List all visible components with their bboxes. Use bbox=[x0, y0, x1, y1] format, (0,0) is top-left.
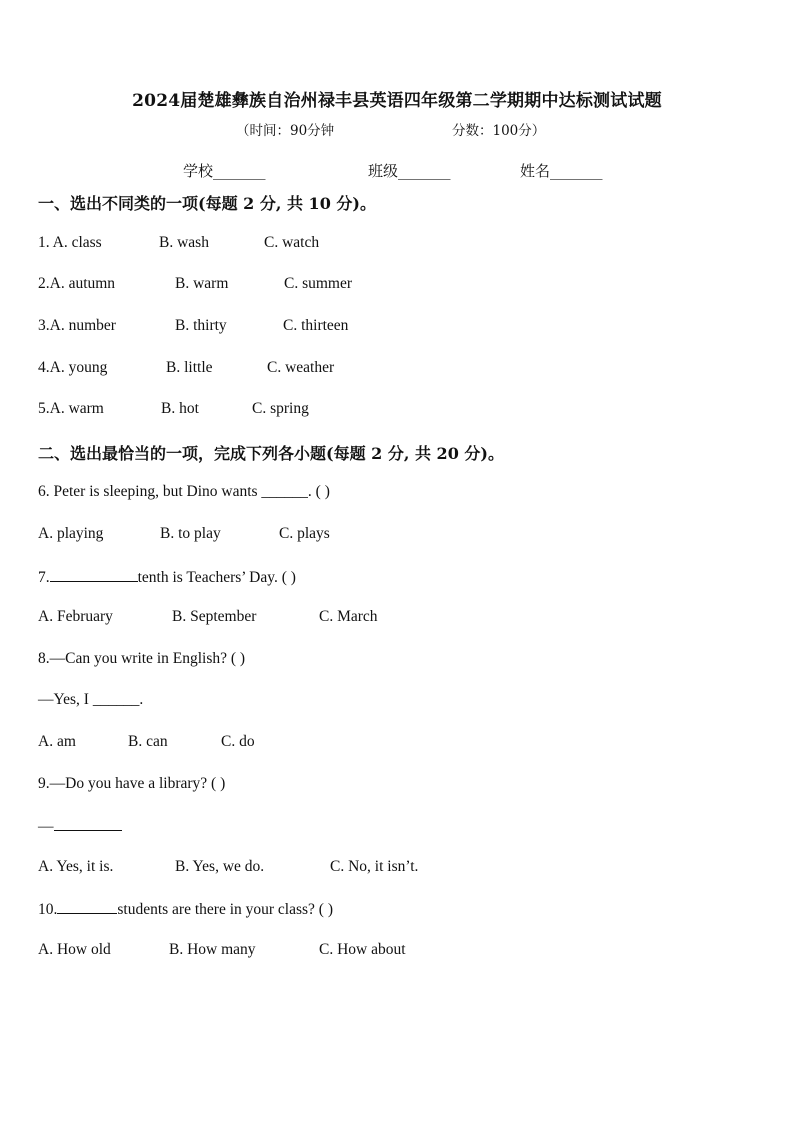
option-b: B. thirty bbox=[175, 317, 227, 334]
question-9-dash: — bbox=[38, 818, 54, 835]
question-10-text: students are there in your class? ( ) bbox=[117, 901, 334, 918]
option-b: B. September bbox=[172, 608, 257, 625]
question-7-number: 7. bbox=[38, 569, 50, 586]
option-a: 3.A. number bbox=[38, 317, 116, 334]
answer-blank bbox=[50, 567, 138, 582]
option-a: A. How old bbox=[38, 941, 111, 958]
exam-score: 分数：100分） bbox=[452, 123, 546, 139]
school-field: 学校_______ bbox=[183, 162, 266, 180]
option-b: B. wash bbox=[159, 234, 209, 251]
option-b: B. How many bbox=[169, 941, 256, 958]
option-c: C. plays bbox=[279, 525, 330, 542]
option-c: C. spring bbox=[252, 400, 309, 417]
option-a: 2.A. autumn bbox=[38, 275, 116, 292]
question-10-stem bbox=[38, 899, 333, 919]
option-b: B. little bbox=[166, 359, 213, 376]
question-8-reply: —Yes, I ______. bbox=[38, 691, 144, 708]
exam-title: 2024届楚雄彝族自治州禄丰县英语四年级第二学期期中达标测试试题 bbox=[132, 91, 662, 111]
option-b: B. to play bbox=[160, 525, 221, 542]
option-a: A. Yes, it is. bbox=[38, 858, 114, 875]
option-c: C. March bbox=[319, 608, 378, 625]
question-9-stem: 9.—Do you have a library? ( ) bbox=[38, 775, 226, 792]
option-a: A. am bbox=[38, 733, 76, 750]
option-a: A. playing bbox=[38, 525, 104, 542]
question-8-stem: 8.—Can you write in English? ( ) bbox=[38, 650, 246, 667]
section2-heading: 二、选出最恰当的一项，完成下列各小题(每题 2 分, 共 20 分)。 bbox=[38, 444, 504, 463]
option-a: 1. A. class bbox=[38, 234, 102, 251]
class-field: 班级_______ bbox=[368, 162, 451, 180]
option-b: B. Yes, we do. bbox=[175, 858, 265, 875]
option-a: 5.A. warm bbox=[38, 400, 104, 417]
answer-blank bbox=[57, 899, 117, 914]
question-6-stem: 6. Peter is sleeping, but Dino wants ______. ( ) bbox=[38, 483, 330, 500]
question-7-stem bbox=[38, 567, 296, 587]
question-10-number: 10. bbox=[38, 901, 58, 918]
option-c: C. weather bbox=[267, 359, 335, 376]
option-b: B. can bbox=[128, 733, 168, 750]
option-a: A. February bbox=[38, 608, 113, 625]
name-field: 姓名_______ bbox=[520, 162, 603, 180]
option-c: C. do bbox=[221, 733, 255, 750]
question-7-text: tenth is Teachers’ Day. ( ) bbox=[137, 569, 296, 586]
option-a: 4.A. young bbox=[38, 359, 108, 376]
option-c: C. How about bbox=[319, 941, 406, 958]
option-c: C. thirteen bbox=[283, 317, 349, 334]
option-c: C. No, it isn’t. bbox=[330, 858, 419, 875]
option-c: C. summer bbox=[284, 275, 353, 292]
section1-heading: 一、选出不同类的一项(每题 2 分, 共 10 分)。 bbox=[38, 194, 376, 213]
question-9-reply bbox=[38, 816, 122, 836]
option-b: B. hot bbox=[161, 400, 199, 417]
option-c: C. watch bbox=[264, 234, 320, 251]
exam-time: （时间：90分钟 bbox=[236, 123, 335, 139]
option-b: B. warm bbox=[175, 275, 229, 292]
answer-blank bbox=[54, 816, 122, 831]
